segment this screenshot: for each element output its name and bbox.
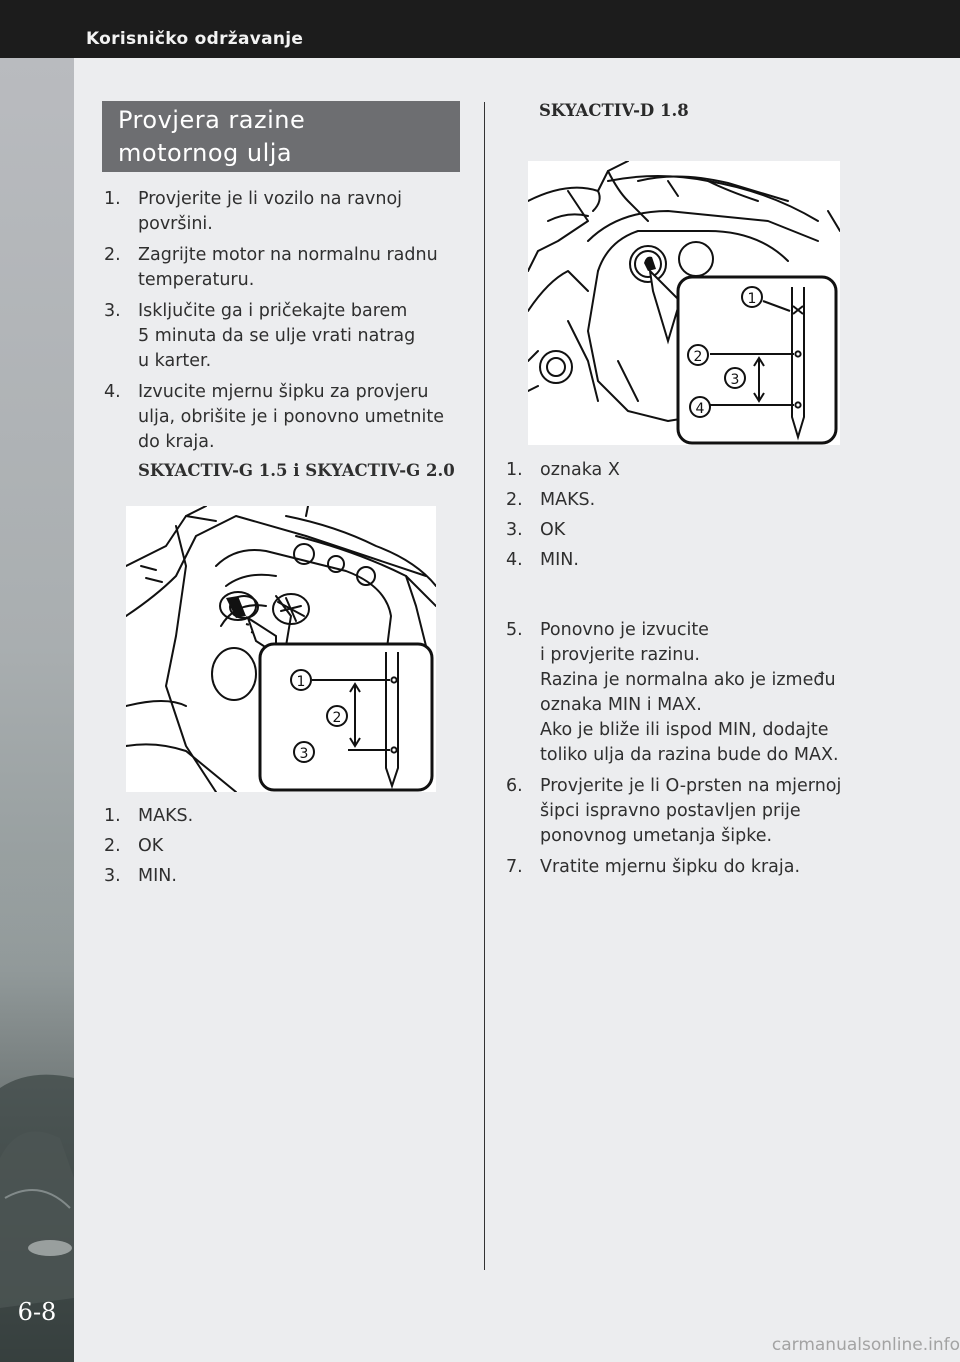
engine-illustration-g <box>126 506 436 792</box>
legend-list-g <box>104 801 404 891</box>
callout-1: 1 <box>296 674 306 690</box>
step-text: površini. <box>138 214 213 234</box>
legend-text: oznaka X <box>540 460 620 480</box>
chapter-title: Korisničko održavanje <box>86 29 304 49</box>
legend-item <box>104 831 404 861</box>
step-text: i provjerite razinu. <box>540 645 700 665</box>
steps-list-left <box>104 187 474 489</box>
step-text: Razina je normalna ako je između <box>540 670 836 690</box>
section-heading <box>102 101 460 172</box>
legend-number: 2. <box>104 836 121 856</box>
step-item <box>506 774 946 849</box>
legend-item <box>506 515 806 545</box>
legend-text: MAKS. <box>138 806 194 826</box>
legend-item <box>506 545 806 575</box>
step-text: Provjerite je li O-prsten na mjernoj <box>540 776 842 796</box>
step-text: Isključite ga i pričekajte barem <box>138 301 408 321</box>
callout-4: 4 <box>695 401 705 417</box>
legend-number: 3. <box>506 520 523 540</box>
legend-item <box>506 455 806 485</box>
steps-list-right <box>506 618 946 886</box>
legend-item <box>104 861 404 891</box>
step-text: Provjerite je li vozilo na ravnoj <box>138 189 403 209</box>
step-text: 5 minuta da se ulje vrati natrag <box>138 326 416 346</box>
legend-text: OK <box>138 836 164 856</box>
step-number: 1. <box>104 189 121 209</box>
step-number: 5. <box>506 620 523 640</box>
step-text: toliko ulja da razina bude do MAX. <box>540 745 839 765</box>
legend-item <box>104 801 404 831</box>
step-text: Vratite mjernu šipku do kraja. <box>540 857 801 877</box>
step-text: temperaturu. <box>138 270 255 290</box>
step-item <box>104 243 474 293</box>
legend-number: 3. <box>104 866 121 886</box>
callout-3: 3 <box>730 372 740 388</box>
page-number: 6-8 <box>17 1298 57 1326</box>
step-item <box>506 618 946 768</box>
legend-number: 4. <box>506 550 523 570</box>
legend-number: 2. <box>506 490 523 510</box>
column-divider <box>484 102 485 1270</box>
step-item <box>104 187 474 237</box>
step-text: Izvucite mjernu šipku za provjeru <box>138 382 429 402</box>
step-number: 7. <box>506 857 523 877</box>
step-item <box>104 299 474 374</box>
car-photo-decoration <box>0 58 74 1362</box>
step-number: 3. <box>104 301 121 321</box>
engine-subheading-g: SKYACTIV-G 1.5 i SKYACTIV-G 2.0 <box>138 461 455 480</box>
step-number: 2. <box>104 245 121 265</box>
step-text: Zagrijte motor na normalnu radnu <box>138 245 438 265</box>
legend-text: OK <box>540 520 566 540</box>
engine-illustration-d <box>528 161 840 445</box>
legend-text: MAKS. <box>540 490 596 510</box>
step-text: ponovnog umetanja šipke. <box>540 826 773 846</box>
step-number: 6. <box>506 776 523 796</box>
legend-number: 1. <box>506 460 523 480</box>
dipstick-figure-d <box>528 161 840 445</box>
step-item <box>506 855 946 880</box>
section-title-line1: Provjera razine <box>118 106 306 134</box>
legend-text: MIN. <box>138 866 177 886</box>
step-number: 4. <box>104 382 121 402</box>
step-text: oznaka MIN i MAX. <box>540 695 702 715</box>
dipstick-figure-g <box>126 506 436 792</box>
step-text: u karter. <box>138 351 212 371</box>
step-item <box>104 380 474 483</box>
step-text: Ako je bliže ili ispod MIN, dodajte <box>540 720 829 740</box>
legend-item <box>506 485 806 515</box>
watermark: carmanualsonline.info <box>771 1335 960 1355</box>
engine-subheading-d: SKYACTIV-D 1.8 <box>539 101 689 120</box>
callout-1: 1 <box>747 291 757 307</box>
legend-text: MIN. <box>540 550 579 570</box>
callout-2: 2 <box>693 349 703 365</box>
step-text: ulja, obrišite je i ponovno umetnite <box>138 407 445 427</box>
callout-2: 2 <box>332 710 342 726</box>
header-bar <box>0 0 960 58</box>
step-text: šipci ispravno postavljen prije <box>540 801 801 821</box>
legend-list-d <box>506 455 806 575</box>
callout-3: 3 <box>299 746 309 762</box>
step-text: do kraja. <box>138 432 215 452</box>
step-text: Ponovno je izvucite <box>540 620 709 640</box>
legend-number: 1. <box>104 806 121 826</box>
sidebar <box>0 58 74 1362</box>
section-title-line2: motornog ulja <box>118 139 293 167</box>
